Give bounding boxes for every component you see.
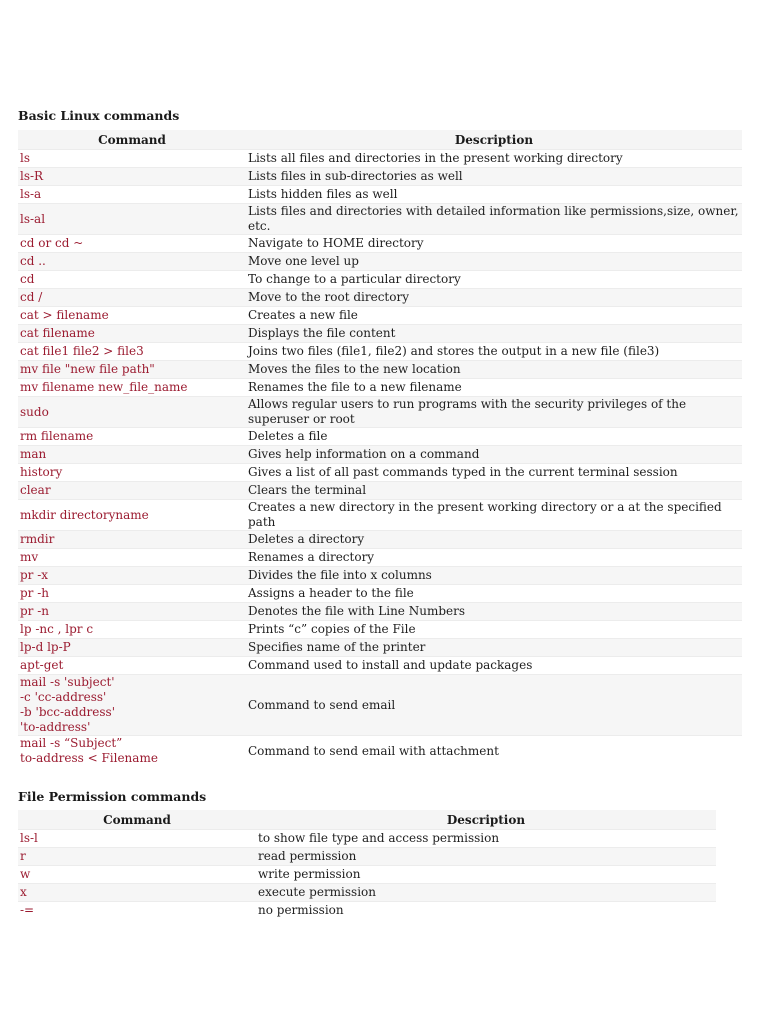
description-cell: Creates a new directory in the present working directory or a at the specified path	[246, 500, 742, 531]
table-row	[18, 603, 742, 621]
command-cell: cd ..	[18, 253, 246, 271]
command-cell: ls-l	[18, 830, 256, 848]
description-cell: Command to send email with attachment	[246, 736, 742, 767]
table-row	[18, 884, 716, 902]
command-cell: clear	[18, 482, 246, 500]
table-row	[18, 253, 742, 271]
table-row	[18, 361, 742, 379]
description-cell: Joins two files (file1, file2) and stores the output in a new file (file3)	[246, 343, 742, 361]
description-cell: Lists files and directories with detailed information like permissions,size, owner, etc.	[246, 204, 742, 235]
basic-commands-table	[18, 130, 742, 766]
command-cell: ls-al	[18, 204, 246, 235]
table-row	[18, 848, 716, 866]
table-row	[18, 235, 742, 253]
description-cell: Allows regular users to run programs with the security privileges of the superuser or root	[246, 397, 742, 428]
table-row	[18, 902, 716, 920]
description-cell: Prints “c” copies of the File	[246, 621, 742, 639]
table-row	[18, 289, 742, 307]
description-cell: to show file type and access permission	[256, 830, 716, 848]
command-cell: cd	[18, 271, 246, 289]
description-cell: Navigate to HOME directory	[246, 235, 742, 253]
command-cell: man	[18, 446, 246, 464]
description-cell: Move one level up	[246, 253, 742, 271]
description-cell: Lists files in sub-directories as well	[246, 168, 742, 186]
description-cell: Deletes a directory	[246, 531, 742, 549]
command-cell: mv	[18, 549, 246, 567]
table-row	[18, 585, 742, 603]
table-row	[18, 397, 742, 428]
command-cell: pr -h	[18, 585, 246, 603]
table-row	[18, 675, 742, 736]
table-row	[18, 500, 742, 531]
description-cell: Moves the files to the new location	[246, 361, 742, 379]
command-cell: pr -x	[18, 567, 246, 585]
command-cell: ls-R	[18, 168, 246, 186]
description-cell: To change to a particular directory	[246, 271, 742, 289]
command-column-header: Command	[18, 130, 246, 150]
description-cell: Displays the file content	[246, 325, 742, 343]
description-cell: read permission	[256, 848, 716, 866]
command-cell: mail -s 'subject' -c 'cc-address' -b 'bcc-address' 'to-address'	[18, 675, 246, 736]
command-cell: ls-a	[18, 186, 246, 204]
description-cell: Divides the file into x columns	[246, 567, 742, 585]
table-row	[18, 307, 742, 325]
command-column-header: Command	[18, 810, 256, 830]
table-row	[18, 531, 742, 549]
table-row	[18, 446, 742, 464]
command-cell: -=	[18, 902, 256, 920]
table-row	[18, 186, 742, 204]
description-cell: Lists hidden files as well	[246, 186, 742, 204]
table-row	[18, 736, 742, 767]
section-title-basic-linux: Basic Linux commands	[18, 108, 180, 123]
description-cell: Lists all files and directories in the present working directory	[246, 150, 742, 168]
command-cell: lp -nc , lpr c	[18, 621, 246, 639]
command-cell: cd /	[18, 289, 246, 307]
command-cell: apt-get	[18, 657, 246, 675]
command-cell: w	[18, 866, 256, 884]
command-cell: mv filename new_file_name	[18, 379, 246, 397]
command-cell: mail -s “Subject” to-address < Filename	[18, 736, 246, 767]
description-cell: Creates a new file	[246, 307, 742, 325]
table-row	[18, 168, 742, 186]
description-cell: no permission	[256, 902, 716, 920]
table-row	[18, 567, 742, 585]
command-cell: sudo	[18, 397, 246, 428]
table-row	[18, 866, 716, 884]
table-header-row	[18, 130, 742, 150]
table-row	[18, 428, 742, 446]
command-cell: cd or cd ~	[18, 235, 246, 253]
description-column-header: Description	[256, 810, 716, 830]
command-cell: mkdir directoryname	[18, 500, 246, 531]
description-cell: Deletes a file	[246, 428, 742, 446]
description-cell: Denotes the file with Line Numbers	[246, 603, 742, 621]
command-cell: cat file1 file2 > file3	[18, 343, 246, 361]
description-cell: Move to the root directory	[246, 289, 742, 307]
command-cell: rmdir	[18, 531, 246, 549]
description-cell: Assigns a header to the file	[246, 585, 742, 603]
table-row	[18, 379, 742, 397]
table-row	[18, 343, 742, 361]
table-row	[18, 621, 742, 639]
basic-commands-body	[18, 150, 742, 767]
command-cell: r	[18, 848, 256, 866]
description-cell: Renames the file to a new filename	[246, 379, 742, 397]
table-row	[18, 830, 716, 848]
table-row	[18, 150, 742, 168]
table-row	[18, 325, 742, 343]
command-cell: rm filename	[18, 428, 246, 446]
description-cell: Gives a list of all past commands typed in the current terminal session	[246, 464, 742, 482]
file-permission-body	[18, 830, 716, 920]
command-cell: ls	[18, 150, 246, 168]
description-cell: Command used to install and update packages	[246, 657, 742, 675]
table-row	[18, 657, 742, 675]
section-title-file-permission: File Permission commands	[18, 789, 207, 804]
table-row	[18, 482, 742, 500]
description-cell: Command to send email	[246, 675, 742, 736]
table-row	[18, 271, 742, 289]
table-row	[18, 464, 742, 482]
table-row	[18, 639, 742, 657]
table-row	[18, 204, 742, 235]
description-cell: Specifies name of the printer	[246, 639, 742, 657]
table-row	[18, 549, 742, 567]
command-cell: cat filename	[18, 325, 246, 343]
description-cell: write permission	[256, 866, 716, 884]
command-cell: x	[18, 884, 256, 902]
command-cell: history	[18, 464, 246, 482]
description-column-header: Description	[246, 130, 742, 150]
command-cell: cat > filename	[18, 307, 246, 325]
table-header-row	[18, 810, 716, 830]
command-cell: lp-d lp-P	[18, 639, 246, 657]
file-permission-table	[18, 810, 716, 919]
description-cell: Gives help information on a command	[246, 446, 742, 464]
description-cell: Clears the terminal	[246, 482, 742, 500]
description-cell: execute permission	[256, 884, 716, 902]
command-cell: mv file "new file path"	[18, 361, 246, 379]
command-cell: pr -n	[18, 603, 246, 621]
description-cell: Renames a directory	[246, 549, 742, 567]
